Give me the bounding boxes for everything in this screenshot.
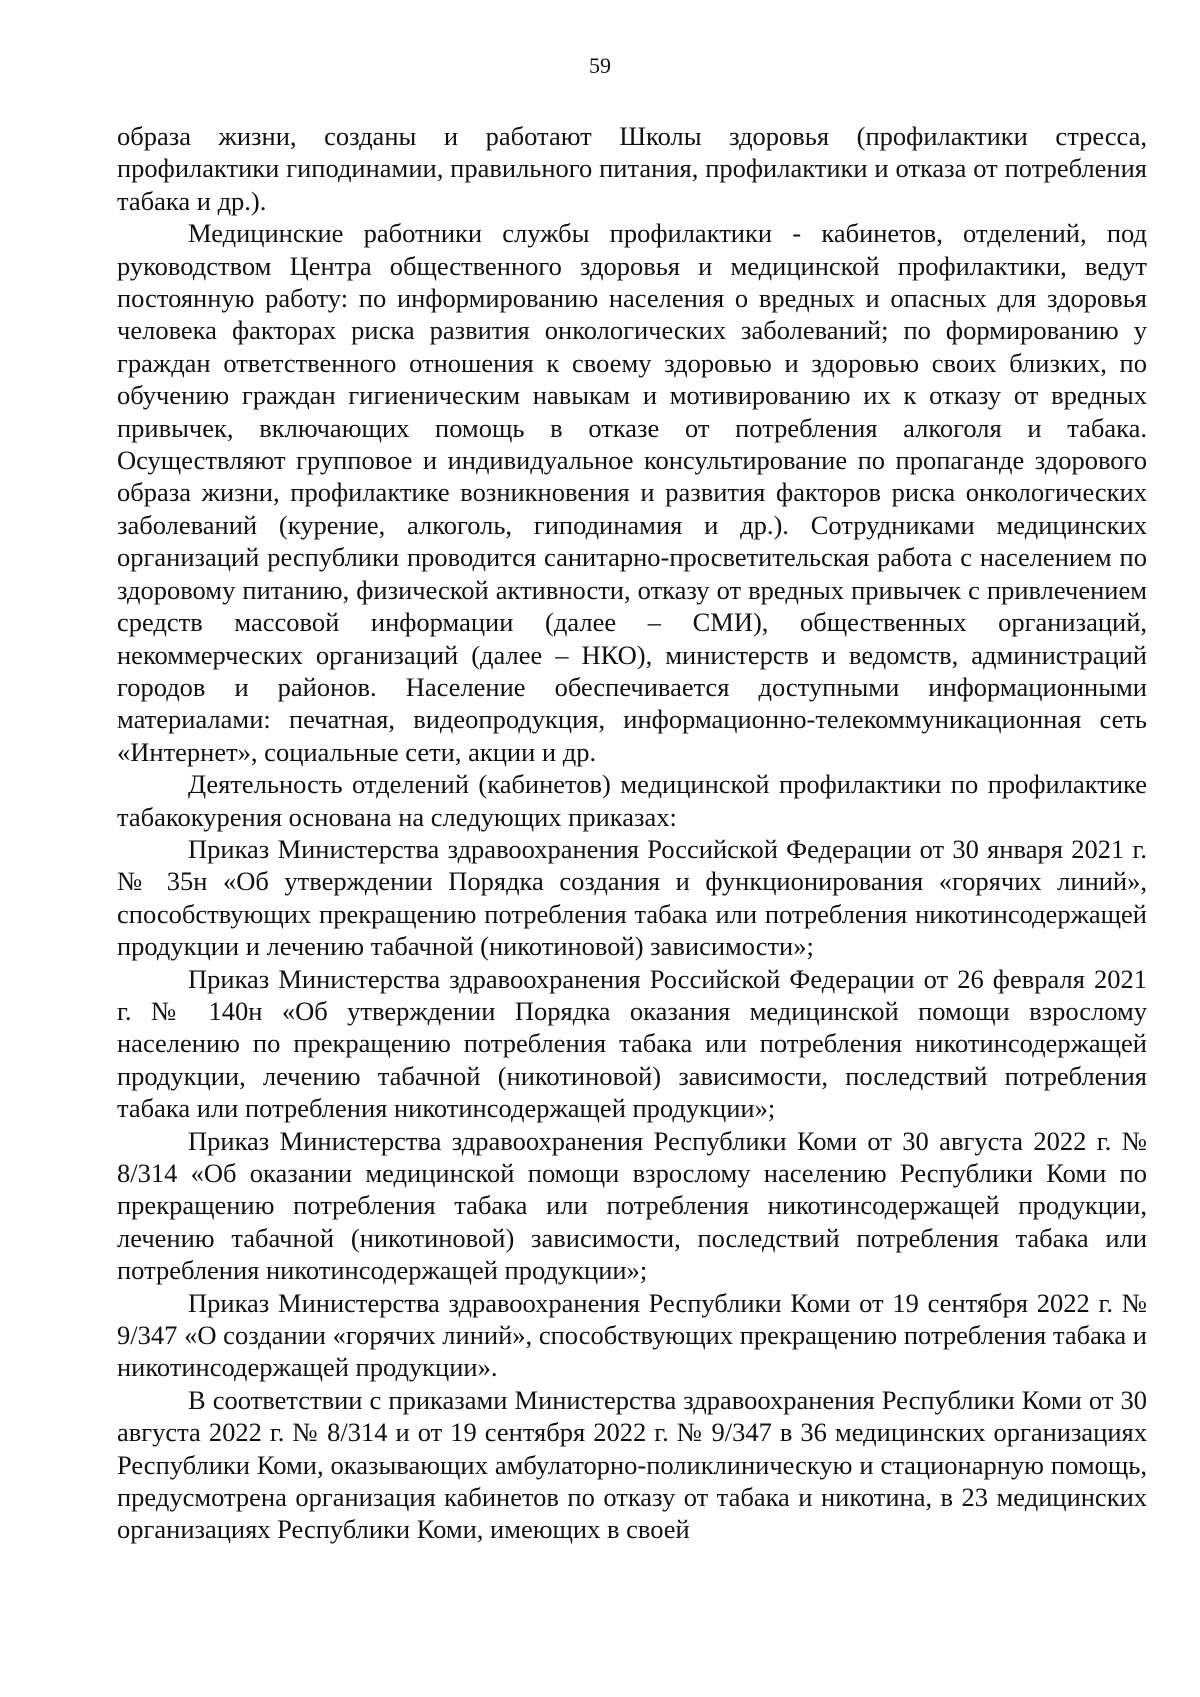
document-body: [117, 120, 1147, 1546]
paragraph-order-35n: Приказ Министерства здравоохранения Российской Федерации от 30 января 2021 г. № 35н «Об утверждении Порядка создания и функционирования «горячих линий», способствующих прекращению потребления табака или потребления никотинсодержащей продукции и лечению табачной (никотиновой) зависимости»;: [117, 833, 1147, 962]
paragraph-prevention-service: Медицинские работники службы профилактики - кабинетов, отделений, под руководством Центра общественного здоровья и медицинской профилактики, ведут постоянную работу: по информированию населения о вредных и опасных для здоровья человека факторах риска развития онкологических заболеваний; по формированию у граждан ответственного отношения к своему здоровью и здоровью своих близких, по обучению граждан гигиеническим навыкам и мотивированию их к отказу от вредных привычек, включающих помощь в отказе от потребления алкоголя и табака. Осуществляют групповое и индивидуальное консультирование по пропаганде здорового образа жизни, профилактике возникновения и развития факторов риска онкологических заболеваний (курение, алкоголь, гиподинамия и др.). Сотрудниками медицинских организаций республики проводится санитарно-просветительская работа с населением по здоровому питанию, физической активности, отказу от вредных привычек с привлечением средств массовой информации (далее – СМИ), общественных организаций, некоммерческих организаций (далее – НКО), министерств и ведомств, администраций городов и районов. Население обеспечивается доступными информационными материалами: печатная, видеопродукция, информационно-телекоммуникационная сеть «Интернет», социальные сети, акции и др.: [117, 218, 1147, 767]
paragraph-order-140n: Приказ Министерства здравоохранения Российской Федерации от 26 февраля 2021 г. № 140н «Об утверждении Порядка оказания медицинской помощи взрослому населению по прекращению потребления табака или потребления никотинсодержащей продукции, лечению табачной (никотиновой) зависимости, последствий потребления табака или потребления никотинсодержащей продукции»;: [117, 963, 1147, 1124]
paragraph-implementation: В соответствии с приказами Министерства здравоохранения Республики Коми от 30 августа 2022 г. № 8/314 и от 19 сентября 2022 г. № 9/347 в 36 медицинских организациях Республики Коми, оказывающих амбулаторно-поликлиническую и стационарную помощь, предусмотрена организация кабинетов по отказу от табака и никотина, в 23 медицинских организациях Республики Коми, имеющих в своей: [117, 1384, 1147, 1545]
paragraph-order-8-314: Приказ Министерства здравоохранения Республики Коми от 30 августа 2022 г. № 8/314 «Об оказании медицинской помощи взрослому населению Республики Коми по прекращению потребления табака или потребления никотинсодержащей продукции, лечению табачной (никотиновой) зависимости, последствий потребления табака или потребления никотинсодержащей продукции»;: [117, 1125, 1147, 1286]
paragraph-orders-intro: Деятельность отделений (кабинетов) медицинской профилактики по профилактике табакокурения основана на следующих приказах:: [117, 769, 1147, 832]
paragraph-continuation: образа жизни, созданы и работают Школы здоровья (профилактики стресса, профилактики гиподинамии, правильного питания, профилактики и отказа от потребления табака и др.).: [117, 121, 1147, 216]
paragraph-order-9-347: Приказ Министерства здравоохранения Республики Коми от 19 сентября 2022 г. № 9/347 «О создании «горячих линий», способствующих прекращению потребления табака и никотинсодержащей продукции».: [117, 1287, 1147, 1383]
page-number: 59: [589, 53, 611, 78]
